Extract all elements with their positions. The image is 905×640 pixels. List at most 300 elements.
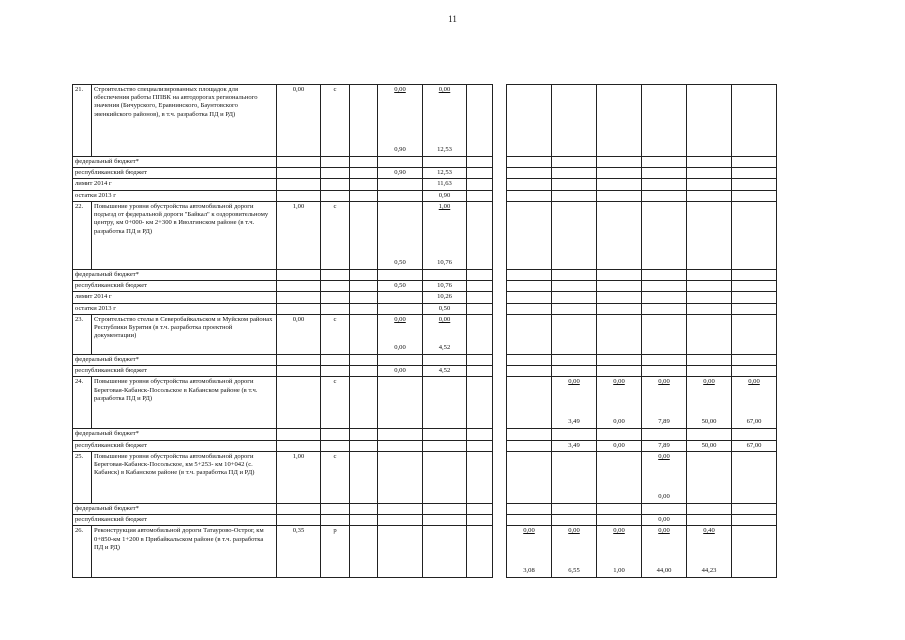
- empty-cell: [277, 190, 321, 201]
- budget-value: 0,90: [394, 169, 406, 177]
- empty-cell: [350, 314, 378, 354]
- row-number-cell: [73, 85, 92, 157]
- value-cell-y18: [642, 429, 687, 440]
- empty-cell: [467, 314, 493, 354]
- value-cell-y15: [507, 440, 552, 451]
- value-cell-c2013: [378, 179, 423, 190]
- value-cell-y20: [732, 281, 777, 292]
- row-number: 26.: [75, 527, 84, 535]
- value-cell-c2013: [378, 157, 423, 168]
- value-cell-c2014: [423, 281, 467, 292]
- value-cell-y17: [597, 292, 642, 303]
- row-number: 25.: [75, 452, 84, 460]
- value-cell-c2014: [423, 451, 467, 503]
- budget-value: 0,00: [613, 441, 625, 449]
- empty-cell: [321, 429, 350, 440]
- value-cell-c2013: [378, 190, 423, 201]
- value-cell-c2014: [423, 292, 467, 303]
- budget-value: 11,63: [437, 180, 452, 188]
- value-cell-c2013: [378, 168, 423, 179]
- value-cell-c2014: [423, 440, 467, 451]
- value-cell-y19: [687, 366, 732, 377]
- empty-cell: [467, 515, 493, 526]
- value-stack: [734, 527, 774, 575]
- value-cell-y18: [642, 269, 687, 280]
- value-cell-y17: [597, 503, 642, 514]
- table-row-budget: [73, 303, 777, 314]
- budget-value: 67,00: [746, 441, 762, 449]
- value-cell-y19: [687, 281, 732, 292]
- value-cell-y19: [687, 269, 732, 280]
- project-name-cell: [92, 451, 277, 503]
- empty-cell: [350, 179, 378, 190]
- row-number: 22.: [75, 202, 84, 210]
- budget-label: федеральный бюджет*: [75, 355, 139, 363]
- table-row-budget: [73, 168, 777, 179]
- value-cell-y19: [687, 85, 732, 157]
- value-cell-y17: [597, 179, 642, 190]
- value-bottom: 1,00: [613, 567, 625, 575]
- value-stack: [509, 378, 549, 426]
- budget-label: федеральный бюджет*: [75, 504, 139, 512]
- empty-cell: [321, 503, 350, 514]
- budget-label-cell: [73, 179, 277, 190]
- work-type: с: [333, 452, 337, 460]
- value-stack: [380, 378, 420, 426]
- empty-cell: [277, 157, 321, 168]
- value-cell-y20: [732, 168, 777, 179]
- value-cell-y17: [597, 429, 642, 440]
- budget-label: федеральный бюджет*: [75, 158, 139, 165]
- value-stack: [689, 527, 729, 575]
- value-stack: [380, 86, 420, 154]
- value-stack: [689, 203, 729, 267]
- value-stack: [644, 203, 684, 267]
- capacity-cell: [277, 526, 321, 578]
- value-cell-c2014: [423, 515, 467, 526]
- budget-label: лимит 2014 г: [75, 180, 112, 188]
- value-cell-y16: [552, 190, 597, 201]
- value-cell-y17: [597, 85, 642, 157]
- value-cell-y17: [597, 451, 642, 503]
- empty-cell: [277, 440, 321, 451]
- budget-label-cell: [73, 366, 277, 377]
- value-cell-y17: [597, 314, 642, 354]
- empty-cell: [277, 168, 321, 179]
- empty-cell: [321, 366, 350, 377]
- page-number: 11: [448, 14, 457, 24]
- empty-cell: [350, 157, 378, 168]
- empty-cell: [467, 292, 493, 303]
- empty-cell: [277, 354, 321, 365]
- budget-label: федеральный бюджет*: [75, 430, 139, 438]
- value-cell-y20: [732, 451, 777, 503]
- column-gap: [493, 354, 507, 365]
- value-cell-y18: [642, 179, 687, 190]
- work-type: с: [333, 86, 337, 93]
- value-cell-y15: [507, 269, 552, 280]
- column-gap: [493, 269, 507, 280]
- value-cell-y20: [732, 429, 777, 440]
- value-cell-c2014: [423, 526, 467, 578]
- value-cell-y15: [507, 85, 552, 157]
- value-cell-y18: [642, 503, 687, 514]
- empty-cell: [350, 85, 378, 157]
- value-cell-y16: [552, 179, 597, 190]
- capacity-value: 1,00: [292, 202, 305, 210]
- value-cell-y15: [507, 354, 552, 365]
- row-number: 23.: [75, 315, 84, 323]
- value-cell-y20: [732, 190, 777, 201]
- project-name: Реконструкция автомобильной дороги Татаурово-Острог, км 0+850-км 1+200 в Прибайкальском районе (в т.ч. разработка ПД и РД): [94, 527, 264, 551]
- value-cell-y20: [732, 201, 777, 269]
- value-cell-y15: [507, 526, 552, 578]
- work-type: с: [333, 202, 337, 210]
- value-cell-c2013: [378, 292, 423, 303]
- project-name-cell: [92, 85, 277, 157]
- empty-cell: [321, 440, 350, 451]
- project-name: Повышение уровня обустройства автомобильной дороги Береговая-Кабанск-Посольское в Кабанском районе (в т.ч. разработка ПД и РД): [94, 378, 258, 402]
- value-cell-c2013: [378, 85, 423, 157]
- value-cell-y16: [552, 168, 597, 179]
- value-top: 0,00: [658, 452, 670, 460]
- budget-label-cell: [73, 168, 277, 179]
- value-top: 0,00: [568, 527, 580, 535]
- table-row-budget: [73, 440, 777, 451]
- value-cell-c2014: [423, 429, 467, 440]
- value-stack: [554, 86, 594, 154]
- value-cell-y19: [687, 157, 732, 168]
- column-gap: [493, 281, 507, 292]
- column-gap: [493, 190, 507, 201]
- value-cell-y16: [552, 314, 597, 354]
- value-cell-y18: [642, 354, 687, 365]
- value-cell-y15: [507, 292, 552, 303]
- value-cell-c2014: [423, 366, 467, 377]
- value-stack: [599, 203, 639, 267]
- value-cell-y19: [687, 503, 732, 514]
- value-cell-y17: [597, 201, 642, 269]
- empty-cell: [321, 157, 350, 168]
- empty-cell: [467, 85, 493, 157]
- table-row-budget: [73, 429, 777, 440]
- budget-label: остатки 2013 г: [75, 191, 116, 199]
- value-cell-y15: [507, 179, 552, 190]
- work-type-cell: [321, 85, 350, 157]
- budget-label-cell: [73, 503, 277, 514]
- value-stack: [425, 378, 464, 426]
- value-cell-y16: [552, 366, 597, 377]
- table-row-project: [73, 85, 777, 157]
- value-cell-y16: [552, 440, 597, 451]
- table-row-budget: [73, 354, 777, 365]
- value-top: 0,00: [523, 527, 535, 535]
- empty-cell: [467, 201, 493, 269]
- column-gap: [493, 526, 507, 578]
- value-cell-y18: [642, 526, 687, 578]
- work-type: р: [333, 527, 337, 535]
- value-cell-c2013: [378, 366, 423, 377]
- value-cell-c2014: [423, 377, 467, 429]
- value-cell-y19: [687, 314, 732, 354]
- table-row-budget: [73, 190, 777, 201]
- value-bottom: 0,90: [394, 145, 406, 153]
- value-stack: [380, 316, 420, 352]
- empty-cell: [321, 179, 350, 190]
- value-bottom: 6,55: [568, 567, 580, 575]
- value-stack: [599, 453, 639, 501]
- empty-cell: [467, 168, 493, 179]
- value-stack: [599, 316, 639, 352]
- budget-table: [72, 84, 777, 578]
- value-cell-y15: [507, 201, 552, 269]
- value-stack: [509, 203, 549, 267]
- value-cell-y16: [552, 526, 597, 578]
- value-cell-c2014: [423, 201, 467, 269]
- value-cell-y18: [642, 157, 687, 168]
- project-name-cell: [92, 201, 277, 269]
- empty-cell: [321, 190, 350, 201]
- empty-cell: [350, 366, 378, 377]
- budget-label-cell: [73, 429, 277, 440]
- value-top: 0,40: [703, 527, 715, 535]
- row-number: 21.: [75, 86, 84, 93]
- value-cell-c2013: [378, 377, 423, 429]
- value-cell-y15: [507, 303, 552, 314]
- value-cell-y16: [552, 451, 597, 503]
- project-name-cell: [92, 526, 277, 578]
- value-bottom: 0,00: [658, 492, 670, 500]
- value-cell-y16: [552, 281, 597, 292]
- value-cell-y20: [732, 269, 777, 280]
- empty-cell: [467, 366, 493, 377]
- value-cell-y18: [642, 281, 687, 292]
- capacity-cell: [277, 201, 321, 269]
- empty-cell: [467, 269, 493, 280]
- value-cell-y16: [552, 303, 597, 314]
- value-cell-y18: [642, 201, 687, 269]
- project-name: Строительство стелы в Северобайкальском и Муйском районах Республики Бурятия (в т.ч. разработка проектной документации): [94, 315, 273, 340]
- budget-value: 0,50: [438, 304, 451, 312]
- value-cell-y19: [687, 440, 732, 451]
- column-gap: [493, 366, 507, 377]
- value-stack: [380, 203, 420, 267]
- capacity-cell: [277, 85, 321, 157]
- value-cell-y17: [597, 515, 642, 526]
- value-cell-y18: [642, 292, 687, 303]
- budget-value: 10,76: [437, 282, 452, 290]
- value-cell-y17: [597, 440, 642, 451]
- table-row-budget: [73, 292, 777, 303]
- value-cell-y16: [552, 292, 597, 303]
- value-stack: [689, 316, 729, 352]
- value-cell-c2014: [423, 157, 467, 168]
- value-cell-y15: [507, 190, 552, 201]
- value-cell-y18: [642, 303, 687, 314]
- value-cell-y15: [507, 515, 552, 526]
- empty-cell: [350, 429, 378, 440]
- value-top: 0,00: [658, 527, 670, 535]
- value-cell-c2014: [423, 168, 467, 179]
- value-cell-y20: [732, 366, 777, 377]
- value-top: 0,00: [658, 378, 670, 386]
- value-cell-y19: [687, 377, 732, 429]
- value-cell-y19: [687, 515, 732, 526]
- value-cell-c2013: [378, 354, 423, 365]
- budget-label-cell: [73, 303, 277, 314]
- budget-label-cell: [73, 269, 277, 280]
- value-cell-y16: [552, 85, 597, 157]
- budget-label: республиканский бюджет: [75, 282, 148, 290]
- value-cell-y17: [597, 377, 642, 429]
- empty-cell: [350, 292, 378, 303]
- empty-cell: [350, 281, 378, 292]
- value-cell-y18: [642, 85, 687, 157]
- budget-label-cell: [73, 190, 277, 201]
- value-cell-c2014: [423, 190, 467, 201]
- empty-cell: [277, 179, 321, 190]
- value-stack: [425, 453, 464, 501]
- value-stack: [425, 203, 464, 267]
- value-stack: [644, 378, 684, 426]
- value-cell-c2013: [378, 269, 423, 280]
- budget-value: 4,52: [438, 367, 451, 375]
- empty-cell: [321, 292, 350, 303]
- work-type-cell: [321, 314, 350, 354]
- value-top: 0,00: [703, 378, 715, 386]
- budget-label: республиканский бюджет: [75, 516, 148, 524]
- value-cell-y18: [642, 190, 687, 201]
- budget-value: 12,53: [437, 169, 452, 177]
- row-number-cell: [73, 314, 92, 354]
- value-cell-y17: [597, 354, 642, 365]
- budget-value: 0,50: [394, 282, 406, 290]
- value-cell-y15: [507, 451, 552, 503]
- column-gap: [493, 168, 507, 179]
- value-stack: [734, 316, 774, 352]
- value-stack: [734, 453, 774, 501]
- value-cell-c2014: [423, 269, 467, 280]
- value-stack: [599, 527, 639, 575]
- value-bottom: 44,00: [656, 567, 672, 575]
- empty-cell: [277, 269, 321, 280]
- value-cell-y15: [507, 314, 552, 354]
- row-number-cell: [73, 201, 92, 269]
- value-cell-y16: [552, 515, 597, 526]
- value-top: 0,00: [613, 527, 625, 535]
- value-stack: [425, 86, 464, 154]
- value-cell-y16: [552, 503, 597, 514]
- column-gap: [493, 314, 507, 354]
- budget-label-cell: [73, 292, 277, 303]
- empty-cell: [350, 503, 378, 514]
- value-bottom: 3,49: [568, 418, 580, 426]
- budget-value: 0,90: [438, 191, 451, 199]
- value-cell-y17: [597, 281, 642, 292]
- budget-value: 7,89: [658, 441, 670, 449]
- value-cell-y18: [642, 377, 687, 429]
- value-cell-c2013: [378, 451, 423, 503]
- value-top: 0,00: [568, 378, 580, 386]
- empty-cell: [277, 366, 321, 377]
- value-cell-y16: [552, 269, 597, 280]
- value-cell-y18: [642, 515, 687, 526]
- value-cell-y19: [687, 451, 732, 503]
- table-row-project: [73, 451, 777, 503]
- table-row-budget: [73, 281, 777, 292]
- budget-label: республиканский бюджет: [75, 367, 148, 375]
- value-cell-y20: [732, 377, 777, 429]
- value-bottom: 3,08: [523, 567, 535, 575]
- value-cell-c2013: [378, 515, 423, 526]
- value-cell-y15: [507, 366, 552, 377]
- empty-cell: [321, 269, 350, 280]
- value-stack: [734, 378, 774, 426]
- value-stack: [644, 316, 684, 352]
- value-top: 0,00: [613, 378, 625, 386]
- project-name-cell: [92, 314, 277, 354]
- capacity-cell: [277, 451, 321, 503]
- value-cell-y20: [732, 157, 777, 168]
- work-type: с: [333, 378, 337, 386]
- value-top: 0,00: [438, 315, 451, 323]
- value-cell-y15: [507, 377, 552, 429]
- budget-label-cell: [73, 281, 277, 292]
- empty-cell: [350, 440, 378, 451]
- value-cell-y17: [597, 269, 642, 280]
- column-gap: [493, 157, 507, 168]
- value-bottom: 0,00: [394, 343, 406, 351]
- value-cell-c2014: [423, 303, 467, 314]
- value-cell-y18: [642, 314, 687, 354]
- value-top: 0,00: [438, 86, 451, 93]
- empty-cell: [350, 515, 378, 526]
- budget-value: 50,00: [701, 441, 717, 449]
- value-cell-y17: [597, 190, 642, 201]
- value-cell-y20: [732, 526, 777, 578]
- value-cell-y19: [687, 526, 732, 578]
- value-cell-y15: [507, 429, 552, 440]
- empty-cell: [350, 201, 378, 269]
- value-cell-c2013: [378, 201, 423, 269]
- table-row-project: [73, 314, 777, 354]
- value-stack: [554, 527, 594, 575]
- empty-cell: [467, 303, 493, 314]
- value-bottom: 12,53: [437, 145, 452, 153]
- value-cell-y15: [507, 157, 552, 168]
- value-cell-y19: [687, 354, 732, 365]
- row-number-cell: [73, 451, 92, 503]
- value-cell-y16: [552, 157, 597, 168]
- empty-cell: [277, 281, 321, 292]
- column-gap: [493, 303, 507, 314]
- value-cell-c2013: [378, 314, 423, 354]
- empty-cell: [350, 526, 378, 578]
- table-row-budget: [73, 269, 777, 280]
- value-cell-c2014: [423, 314, 467, 354]
- capacity-value: 1,00: [292, 452, 305, 460]
- value-cell-y15: [507, 503, 552, 514]
- budget-label-cell: [73, 354, 277, 365]
- column-gap: [493, 515, 507, 526]
- value-cell-c2013: [378, 503, 423, 514]
- empty-cell: [467, 281, 493, 292]
- value-cell-c2014: [423, 503, 467, 514]
- table-row-budget: [73, 366, 777, 377]
- empty-cell: [467, 526, 493, 578]
- value-top: 0,00: [394, 315, 406, 323]
- value-stack: [599, 86, 639, 154]
